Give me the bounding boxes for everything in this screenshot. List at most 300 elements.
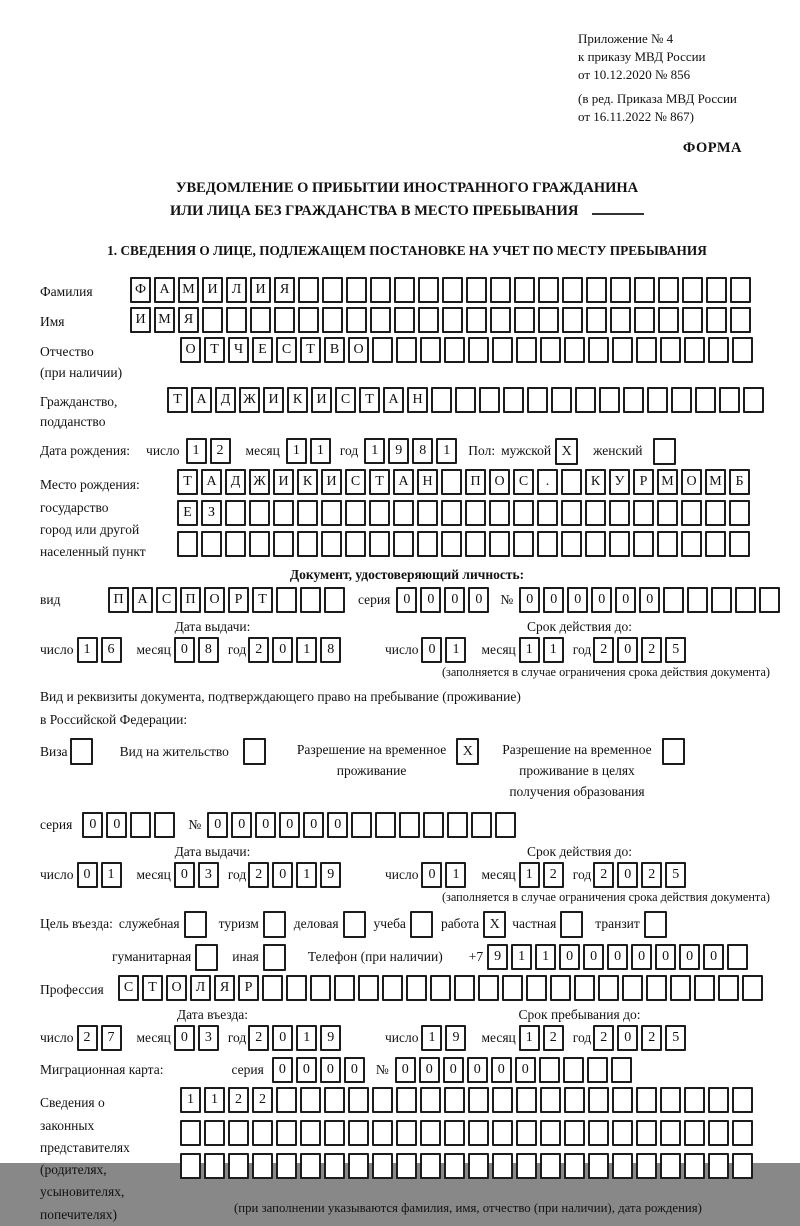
form-cell[interactable] [502,975,523,1001]
form-cell[interactable] [657,500,678,526]
purpose-official-checkbox[interactable] [184,911,207,938]
form-cell[interactable] [684,337,705,363]
form-cell[interactable] [684,1153,705,1179]
form-cell[interactable]: 2 [248,1025,269,1051]
form-cell[interactable] [324,1087,345,1113]
form-cell[interactable]: О [204,587,225,613]
form-cell[interactable]: В [324,337,345,363]
form-cell[interactable]: Н [407,387,428,413]
form-cell[interactable] [466,277,487,303]
form-cell[interactable]: С [118,975,139,1001]
form-cell[interactable] [663,587,684,613]
form-cell[interactable] [393,531,414,557]
form-cell[interactable] [539,1057,560,1083]
form-cell[interactable]: 0 [396,587,417,613]
form-cell[interactable]: 3 [198,1025,219,1051]
form-cell[interactable] [636,1120,657,1146]
form-cell[interactable] [586,307,607,333]
form-cell[interactable]: 1 [186,438,207,464]
form-cell[interactable]: Т [359,387,380,413]
form-cell[interactable]: Ж [239,387,260,413]
form-cell[interactable] [420,1120,441,1146]
form-cell[interactable]: 9 [320,1025,341,1051]
form-cell[interactable]: З [201,500,222,526]
form-cell[interactable]: 5 [665,637,686,663]
form-cell[interactable] [489,500,510,526]
form-cell[interactable] [396,1153,417,1179]
form-cell[interactable]: 2 [543,1025,564,1051]
form-cell[interactable] [759,587,780,613]
form-cell[interactable]: 0 [444,587,465,613]
form-cell[interactable]: И [250,277,271,303]
form-cell[interactable] [431,387,452,413]
form-cell[interactable] [503,387,524,413]
form-cell[interactable] [660,1087,681,1113]
form-cell[interactable]: 2 [248,637,269,663]
form-cell[interactable]: 0 [519,587,540,613]
form-cell[interactable]: 2 [593,1025,614,1051]
form-cell[interactable] [670,975,691,1001]
form-cell[interactable]: 0 [703,944,724,970]
form-cell[interactable] [612,1120,633,1146]
form-cell[interactable]: 3 [198,862,219,888]
form-cell[interactable] [300,1087,321,1113]
form-cell[interactable] [540,337,561,363]
purpose-work-checkbox[interactable]: X [483,911,506,938]
form-cell[interactable] [226,307,247,333]
purpose-humanitarian-checkbox[interactable] [195,944,218,971]
form-cell[interactable] [735,587,756,613]
form-cell[interactable]: Е [252,337,273,363]
form-cell[interactable] [729,531,750,557]
form-cell[interactable] [588,1153,609,1179]
form-cell[interactable] [465,500,486,526]
edu-permit-checkbox[interactable] [662,738,685,765]
form-cell[interactable]: 1 [286,438,307,464]
form-cell[interactable] [250,307,271,333]
form-cell[interactable] [394,307,415,333]
form-cell[interactable] [479,387,500,413]
form-cell[interactable]: Т [252,587,273,613]
form-cell[interactable]: 0 [617,637,638,663]
form-cell[interactable] [441,500,462,526]
form-cell[interactable] [514,277,535,303]
form-cell[interactable]: Ф [130,277,151,303]
form-cell[interactable]: 1 [204,1087,225,1113]
form-cell[interactable] [420,1153,441,1179]
form-cell[interactable] [444,337,465,363]
form-cell[interactable] [276,587,297,613]
form-cell[interactable] [513,531,534,557]
form-cell[interactable] [540,1120,561,1146]
form-cell[interactable]: С [513,469,534,495]
form-cell[interactable] [478,975,499,1001]
form-cell[interactable] [609,531,630,557]
form-cell[interactable]: Я [214,975,235,1001]
form-cell[interactable]: Т [177,469,198,495]
form-cell[interactable] [681,531,702,557]
form-cell[interactable]: Т [369,469,390,495]
form-cell[interactable] [321,531,342,557]
form-cell[interactable] [276,1120,297,1146]
form-cell[interactable] [442,277,463,303]
form-cell[interactable]: 1 [445,862,466,888]
form-cell[interactable]: 2 [593,862,614,888]
gender-female-checkbox[interactable] [653,438,676,465]
form-cell[interactable] [177,531,198,557]
form-cell[interactable]: И [130,307,151,333]
form-cell[interactable]: Л [190,975,211,1001]
form-cell[interactable] [585,500,606,526]
form-cell[interactable]: 5 [665,1025,686,1051]
form-cell[interactable]: 0 [567,587,588,613]
form-cell[interactable]: 8 [320,637,341,663]
form-cell[interactable] [351,812,372,838]
form-cell[interactable]: 0 [443,1057,464,1083]
form-cell[interactable] [298,277,319,303]
form-cell[interactable] [252,1120,273,1146]
form-cell[interactable] [471,812,492,838]
form-cell[interactable] [490,277,511,303]
form-cell[interactable] [527,387,548,413]
form-cell[interactable] [564,337,585,363]
form-cell[interactable] [681,500,702,526]
form-cell[interactable]: 0 [395,1057,416,1083]
form-cell[interactable] [441,469,462,495]
form-cell[interactable]: 9 [445,1025,466,1051]
form-cell[interactable]: 0 [174,1025,195,1051]
form-cell[interactable] [372,1120,393,1146]
form-cell[interactable] [622,975,643,1001]
form-cell[interactable] [562,277,583,303]
form-cell[interactable]: А [191,387,212,413]
form-cell[interactable] [348,1120,369,1146]
form-cell[interactable]: 2 [543,862,564,888]
form-cell[interactable] [610,307,631,333]
form-cell[interactable] [537,531,558,557]
form-cell[interactable] [660,1153,681,1179]
form-cell[interactable] [345,531,366,557]
form-cell[interactable]: И [263,387,284,413]
form-cell[interactable] [370,307,391,333]
form-cell[interactable]: 2 [228,1087,249,1113]
form-cell[interactable] [612,1153,633,1179]
visa-checkbox[interactable] [70,738,93,765]
form-cell[interactable]: Т [167,387,188,413]
form-cell[interactable]: А [132,587,153,613]
form-cell[interactable]: М [705,469,726,495]
form-cell[interactable]: 0 [607,944,628,970]
form-cell[interactable] [154,812,175,838]
form-cell[interactable]: 0 [421,862,442,888]
form-cell[interactable] [634,307,655,333]
form-cell[interactable]: Д [215,387,236,413]
form-cell[interactable] [513,500,534,526]
form-cell[interactable]: О [166,975,187,1001]
form-cell[interactable] [564,1087,585,1113]
form-cell[interactable] [658,307,679,333]
form-cell[interactable] [444,1153,465,1179]
form-cell[interactable]: 0 [303,812,324,838]
form-cell[interactable] [575,387,596,413]
form-cell[interactable]: 1 [296,637,317,663]
form-cell[interactable] [442,307,463,333]
form-cell[interactable] [225,500,246,526]
form-cell[interactable]: 0 [320,1057,341,1083]
form-cell[interactable] [587,1057,608,1083]
form-cell[interactable]: О [489,469,510,495]
form-cell[interactable] [562,307,583,333]
form-cell[interactable] [396,337,417,363]
form-cell[interactable] [298,307,319,333]
form-cell[interactable] [455,387,476,413]
form-cell[interactable] [466,307,487,333]
form-cell[interactable]: 1 [180,1087,201,1113]
form-cell[interactable] [252,1153,273,1179]
form-cell[interactable]: 0 [272,637,293,663]
form-cell[interactable]: С [345,469,366,495]
form-cell[interactable] [658,277,679,303]
form-cell[interactable]: 0 [467,1057,488,1083]
form-cell[interactable]: Ч [228,337,249,363]
form-cell[interactable] [561,531,582,557]
form-cell[interactable] [180,1153,201,1179]
form-cell[interactable]: П [108,587,129,613]
form-cell[interactable] [322,307,343,333]
form-cell[interactable] [444,1120,465,1146]
residence-permit-checkbox[interactable] [243,738,266,765]
form-cell[interactable] [274,307,295,333]
form-cell[interactable]: 0 [420,587,441,613]
form-cell[interactable] [540,1153,561,1179]
form-cell[interactable] [375,812,396,838]
form-cell[interactable]: 0 [617,1025,638,1051]
form-cell[interactable]: 1 [543,637,564,663]
form-cell[interactable] [324,1120,345,1146]
form-cell[interactable]: 1 [519,637,540,663]
form-cell[interactable]: 1 [364,438,385,464]
form-cell[interactable]: 0 [174,637,195,663]
form-cell[interactable] [372,1087,393,1113]
form-cell[interactable]: Д [225,469,246,495]
form-cell[interactable] [417,500,438,526]
form-cell[interactable] [300,1153,321,1179]
form-cell[interactable]: 1 [421,1025,442,1051]
form-cell[interactable]: Р [238,975,259,1001]
form-cell[interactable] [516,1120,537,1146]
form-cell[interactable] [490,307,511,333]
form-cell[interactable] [334,975,355,1001]
form-cell[interactable] [130,812,151,838]
form-cell[interactable] [610,277,631,303]
form-cell[interactable]: 1 [511,944,532,970]
form-cell[interactable] [444,1087,465,1113]
form-cell[interactable] [396,1087,417,1113]
form-cell[interactable] [633,531,654,557]
form-cell[interactable] [372,337,393,363]
form-cell[interactable]: Я [274,277,295,303]
purpose-tourism-checkbox[interactable] [263,911,286,938]
form-cell[interactable] [454,975,475,1001]
form-cell[interactable] [561,500,582,526]
form-cell[interactable] [705,531,726,557]
form-cell[interactable]: Ж [249,469,270,495]
form-cell[interactable]: 1 [296,1025,317,1051]
form-cell[interactable] [516,337,537,363]
form-cell[interactable] [684,1120,705,1146]
form-cell[interactable] [447,812,468,838]
form-cell[interactable]: 1 [436,438,457,464]
form-cell[interactable]: К [585,469,606,495]
form-cell[interactable]: 1 [310,438,331,464]
form-cell[interactable] [382,975,403,1001]
form-cell[interactable]: 0 [344,1057,365,1083]
form-cell[interactable]: А [201,469,222,495]
form-cell[interactable]: Л [226,277,247,303]
form-cell[interactable] [671,387,692,413]
form-cell[interactable]: 0 [468,587,489,613]
form-cell[interactable] [612,337,633,363]
form-cell[interactable] [324,1153,345,1179]
form-cell[interactable]: С [335,387,356,413]
form-cell[interactable]: 0 [272,1057,293,1083]
form-cell[interactable] [273,500,294,526]
form-cell[interactable]: Р [633,469,654,495]
form-cell[interactable] [204,1120,225,1146]
form-cell[interactable]: 0 [207,812,228,838]
form-cell[interactable]: 1 [519,1025,540,1051]
form-cell[interactable] [585,531,606,557]
form-cell[interactable] [249,500,270,526]
form-cell[interactable] [586,277,607,303]
form-cell[interactable]: 5 [665,862,686,888]
form-cell[interactable]: 0 [272,1025,293,1051]
form-cell[interactable] [201,531,222,557]
form-cell[interactable] [468,337,489,363]
form-cell[interactable]: 0 [279,812,300,838]
form-cell[interactable]: 2 [77,1025,98,1051]
form-cell[interactable] [180,1120,201,1146]
form-cell[interactable] [300,587,321,613]
form-cell[interactable] [540,1087,561,1113]
form-cell[interactable] [636,1153,657,1179]
form-cell[interactable]: 0 [491,1057,512,1083]
form-cell[interactable]: 0 [327,812,348,838]
form-cell[interactable]: О [681,469,702,495]
form-cell[interactable] [202,307,223,333]
form-cell[interactable] [718,975,739,1001]
form-cell[interactable] [495,812,516,838]
form-cell[interactable]: 0 [617,862,638,888]
form-cell[interactable] [468,1087,489,1113]
form-cell[interactable]: 0 [679,944,700,970]
form-cell[interactable] [310,975,331,1001]
form-cell[interactable] [418,277,439,303]
form-cell[interactable] [564,1153,585,1179]
form-cell[interactable] [489,531,510,557]
purpose-private-checkbox[interactable] [560,911,583,938]
form-cell[interactable] [574,975,595,1001]
form-cell[interactable]: У [609,469,630,495]
form-cell[interactable] [420,337,441,363]
form-cell[interactable]: С [276,337,297,363]
form-cell[interactable] [660,1120,681,1146]
form-cell[interactable]: 1 [519,862,540,888]
form-cell[interactable]: А [383,387,404,413]
form-cell[interactable] [708,337,729,363]
form-cell[interactable] [705,500,726,526]
form-cell[interactable]: 2 [593,637,614,663]
form-cell[interactable] [551,387,572,413]
form-cell[interactable] [732,1153,753,1179]
form-cell[interactable]: 9 [487,944,508,970]
purpose-business-checkbox[interactable] [343,911,366,938]
form-cell[interactable] [225,531,246,557]
form-cell[interactable] [262,975,283,1001]
form-cell[interactable] [468,1153,489,1179]
form-cell[interactable] [441,531,462,557]
form-cell[interactable] [682,277,703,303]
form-cell[interactable]: 9 [388,438,409,464]
form-cell[interactable]: И [311,387,332,413]
form-cell[interactable] [399,812,420,838]
form-cell[interactable]: 2 [641,862,662,888]
form-cell[interactable] [418,307,439,333]
form-cell[interactable]: 0 [421,637,442,663]
form-cell[interactable]: Т [300,337,321,363]
form-cell[interactable]: М [178,277,199,303]
form-cell[interactable]: К [297,469,318,495]
form-cell[interactable]: 1 [535,944,556,970]
form-cell[interactable] [711,587,732,613]
form-cell[interactable] [393,500,414,526]
form-cell[interactable] [297,500,318,526]
form-cell[interactable]: 0 [231,812,252,838]
form-cell[interactable] [588,1120,609,1146]
form-cell[interactable] [492,1120,513,1146]
form-cell[interactable]: 0 [631,944,652,970]
form-cell[interactable] [526,975,547,1001]
form-cell[interactable]: 7 [101,1025,122,1051]
form-cell[interactable] [647,387,668,413]
form-cell[interactable] [492,1153,513,1179]
form-cell[interactable] [634,277,655,303]
form-cell[interactable] [743,387,764,413]
form-cell[interactable] [636,1087,657,1113]
form-cell[interactable] [538,307,559,333]
form-cell[interactable] [633,500,654,526]
form-cell[interactable] [599,387,620,413]
form-cell[interactable] [430,975,451,1001]
form-cell[interactable] [708,1120,729,1146]
form-cell[interactable] [694,975,715,1001]
form-cell[interactable]: Т [204,337,225,363]
form-cell[interactable] [732,1120,753,1146]
form-cell[interactable]: Я [178,307,199,333]
form-cell[interactable] [611,1057,632,1083]
form-cell[interactable]: 2 [248,862,269,888]
form-cell[interactable] [370,277,391,303]
form-cell[interactable] [516,1087,537,1113]
form-cell[interactable]: А [154,277,175,303]
form-cell[interactable]: 0 [543,587,564,613]
form-cell[interactable]: 1 [296,862,317,888]
form-cell[interactable] [684,1087,705,1113]
form-cell[interactable]: 2 [252,1087,273,1113]
form-cell[interactable] [321,500,342,526]
form-cell[interactable] [492,1087,513,1113]
form-cell[interactable]: 0 [515,1057,536,1083]
